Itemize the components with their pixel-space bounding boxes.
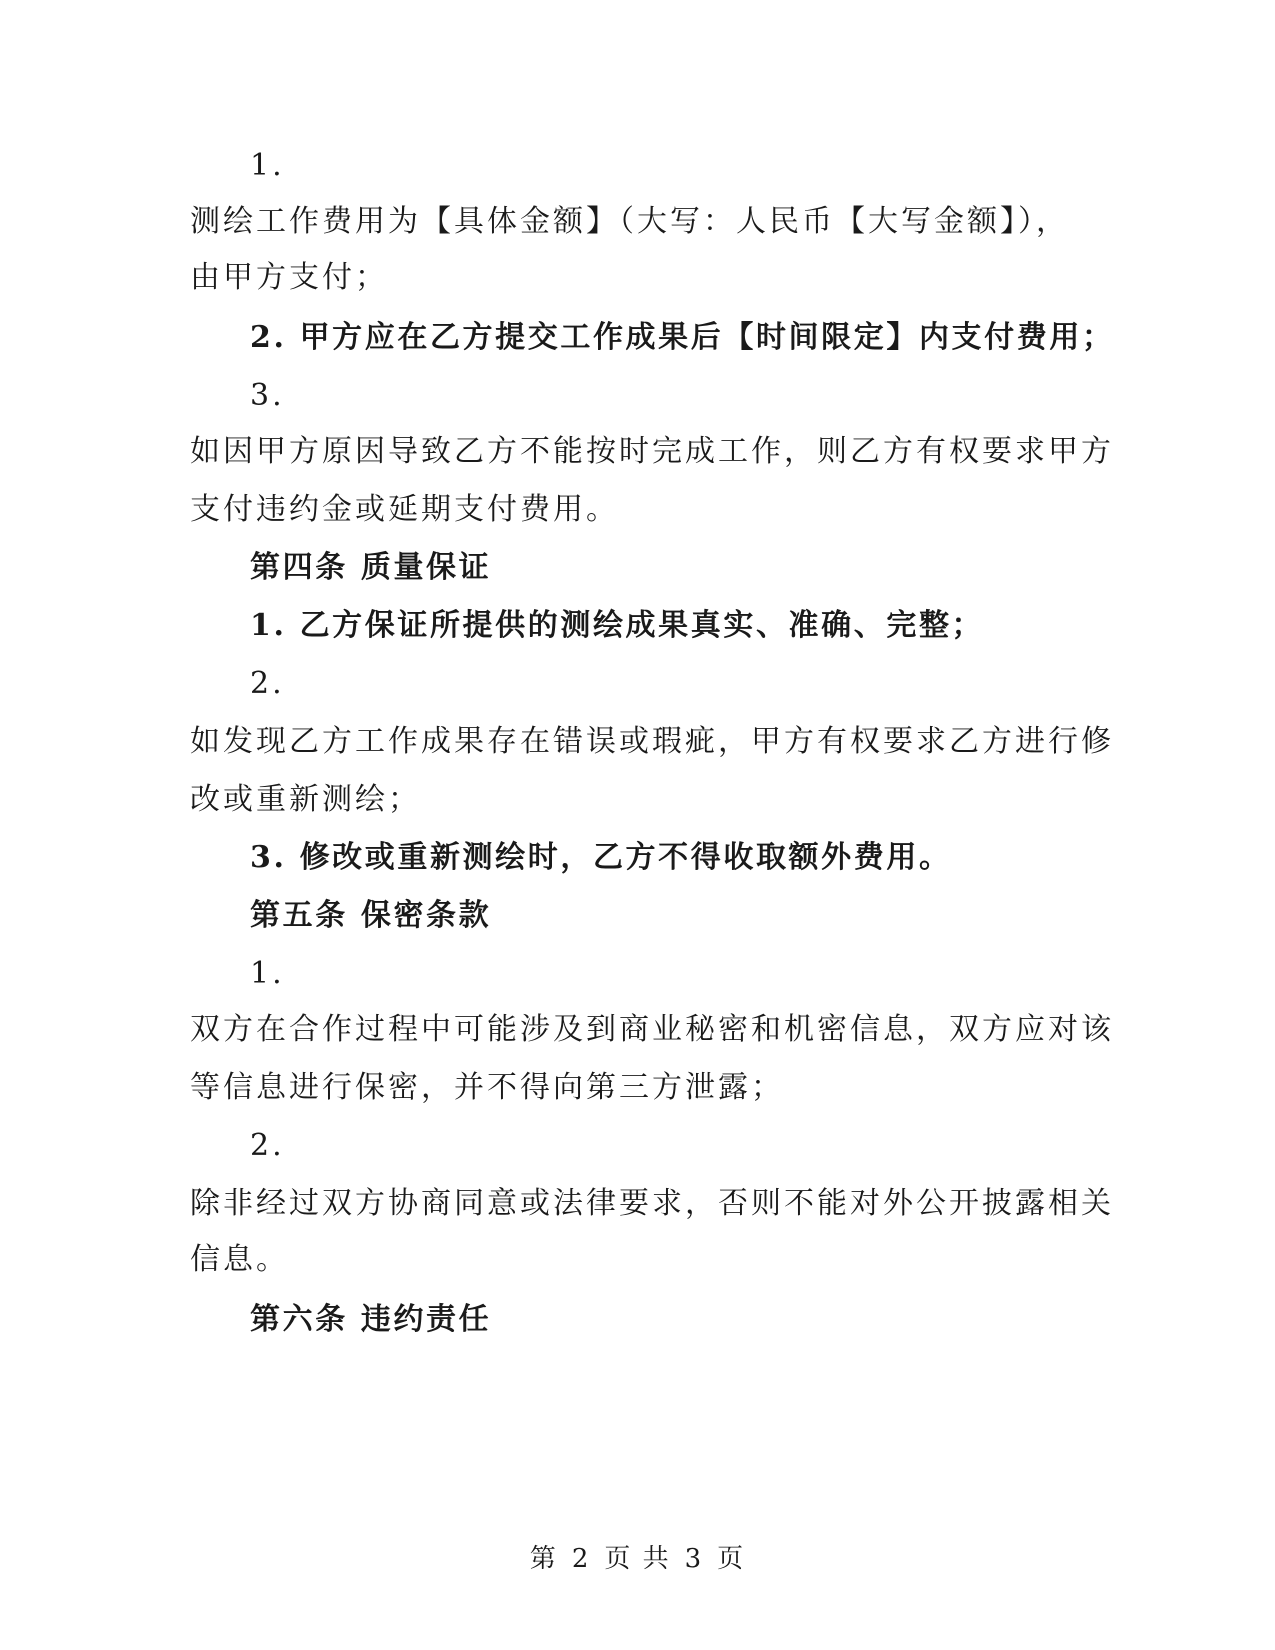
footer-current-page: 2 <box>571 1544 591 1574</box>
article3-item2: 2. 甲方应在乙方提交工作成果后【时间限定】内支付费用； <box>250 320 1115 355</box>
article3-item3-line1: 如因甲方原因导致乙方不能按时完成工作，则乙方有权要求甲方 <box>190 434 1114 469</box>
page-footer <box>0 1542 1275 1576</box>
article6-heading: 第六条 违约责任 <box>250 1302 492 1337</box>
article4-item2-line2: 改或重新测绘； <box>190 782 421 817</box>
article5-item2-line1: 除非经过双方协商同意或法律要求，否则不能对外公开披露相关 <box>190 1186 1114 1221</box>
footer-middle: 页 共 <box>604 1544 671 1574</box>
article5-item1-number: 1. <box>250 956 285 991</box>
article3-item3-line2: 支付违约金或延期支付费用。 <box>190 492 619 527</box>
article3-item1-line1: 测绘工作费用为【具体金额】（大写：人民币【大写金额】）， <box>190 204 1069 239</box>
article3-item1-number: 1. <box>250 148 285 183</box>
article5-item1-line1: 双方在合作过程中可能涉及到商业秘密和机密信息，双方应对该 <box>190 1012 1114 1047</box>
article5-item1-line2: 等信息进行保密，并不得向第三方泄露； <box>190 1070 784 1105</box>
article4-heading: 第四条 质量保证 <box>250 550 492 585</box>
article5-item2-number: 2. <box>250 1128 285 1163</box>
article4-item1: 1. 乙方保证所提供的测绘成果真实、准确、完整； <box>250 608 985 643</box>
article5-heading: 第五条 保密条款 <box>250 898 492 933</box>
article5-item2-line2: 信息。 <box>190 1242 289 1277</box>
article3-item3-number: 3. <box>250 378 285 413</box>
article4-item3: 3. 修改或重新测绘时，乙方不得收取额外费用。 <box>250 840 952 875</box>
article4-item2-number: 2. <box>250 666 285 701</box>
footer-suffix: 页 <box>717 1544 746 1574</box>
article3-item1-line2: 由甲方支付； <box>190 260 388 295</box>
footer-prefix: 第 <box>529 1544 558 1574</box>
article4-item2-line1: 如发现乙方工作成果存在错误或瑕疵，甲方有权要求乙方进行修 <box>190 724 1114 759</box>
footer-total-pages: 3 <box>684 1544 704 1574</box>
